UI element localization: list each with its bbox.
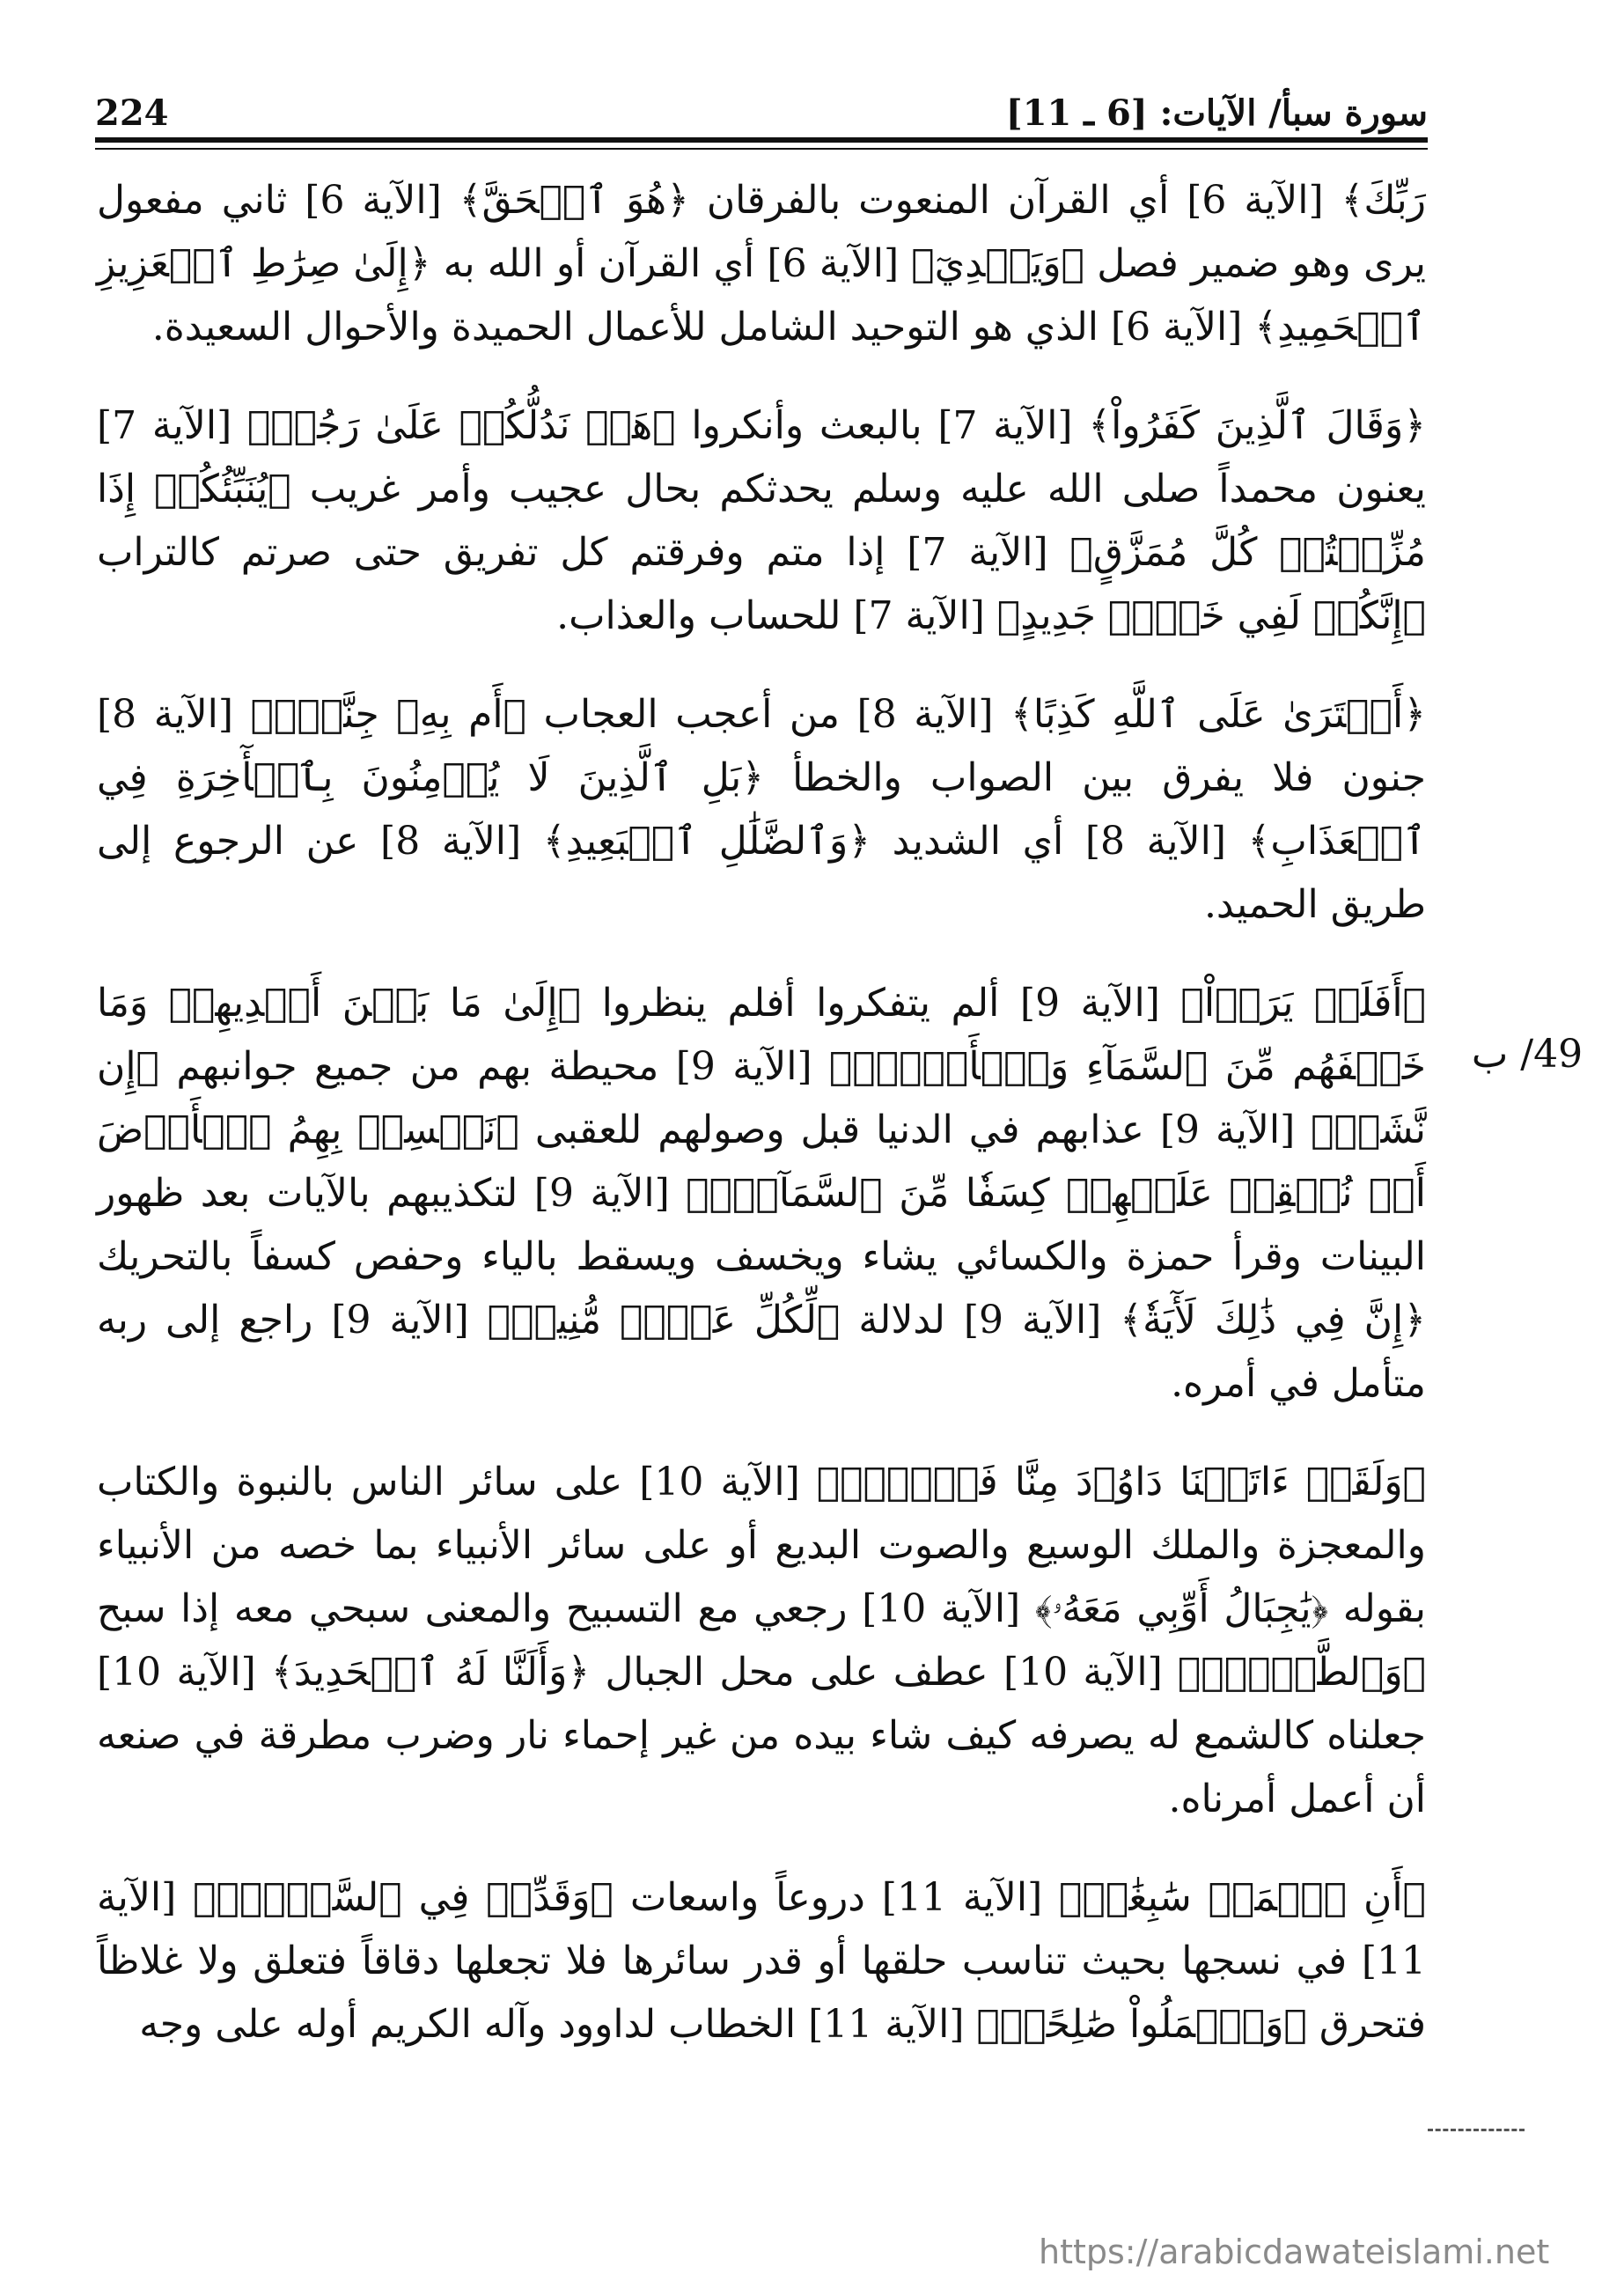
paragraph-verse-11: ﴿أَنِ ٱعۡمَلۡ سَٰبِغَٰتٖ﴾ [الآية 11] دروعاً واسعات ﴿وَقَدِّرۡ فِي ٱلسَّرۡدِۖ﴾ [الآية 11] في نسجها بحيث تناسب حلقها أو قدر سائرها فلا تجعلها دقاقاً فتعلق ولا غلاظاً فتحرق ﴿وَٱعۡمَلُواْ صَٰلِحًاۖ﴾ [الآية 11] الخطاب لداوود وآله الكريم أوله على وجه — [97, 1875, 1426, 2047]
paragraph-verse-7: ﴿وَقَالَ ٱلَّذِينَ كَفَرُواْ﴾ [الآية 7] بالبعث وأنكروا ﴿هَلۡ نَدُلُّكُمۡ عَلَىٰ رَجُلٖ﴾ [الآية 7] يعنون محمداً صلى الله عليه وسلم يحدثكم بحال عجيب وأمر غريب ﴿يُنَبِّئُكُمۡ إِذَا مُزِّقۡتُمۡ كُلَّ مُمَزَّقٍ﴾ [الآية 7] إذا متم وفرقتم كل تفريق حتى صرتم كالتراب ﴿إِنَّكُمۡ لَفِي خَلۡقٖ جَدِيدٍ﴾ [الآية 7] للحساب والعذاب. — [97, 403, 1426, 638]
paragraph-verse-6: رَبِّكَ﴾ [الآية 6] أي القرآن المنعوت بالفرقان ﴿هُوَ ٱلۡحَقَّ﴾ [الآية 6] ثاني مفعول يرى وهو ضمير فصل ﴿وَيَهۡدِيٓ﴾ [الآية 6] أي القرآن أو الله به ﴿إِلَىٰ صِرَٰطِ ٱلۡعَزِيزِ ٱلۡحَمِيدِ﴾ [الآية 6] الذي هو التوحيد الشامل للأعمال الحميدة والأحوال السعيدة. — [97, 178, 1427, 349]
header-rule-thin — [95, 148, 1428, 150]
paragraph-verse-8: ﴿أَفۡتَرَىٰ عَلَى ٱللَّهِ كَذِبًا﴾ [الآية 8] من أعجب العجاب ﴿أَم بِهِۦ جِنَّةُۢ﴾ [الآية 8] جنون فلا يفرق بين الصواب والخطأ ﴿بَلِ ٱلَّذِينَ لَا يُؤۡمِنُونَ بِٱلۡأٓخِرَةِ فِي ٱلۡعَذَابِ﴾ [الآية 8] أي الشديد ﴿وَٱلضَّلَٰلِ ٱلۡبَعِيدِ﴾ [الآية 8] عن الرجوع إلى طريق الحميد. — [97, 692, 1426, 927]
paragraph-verse-9: ﴿أَفَلَمۡ يَرَوۡاْ﴾ [الآية 9] ألم يتفكروا أفلم ينظروا ﴿إِلَىٰ مَا بَيۡنَ أَيۡدِيهِمۡ وَمَا خَلۡفَهُم مِّنَ ٱلسَّمَآءِ وَٱلۡأَرۡضِۚ﴾ [الآية 9] محيطة بهم من جميع جوانبهم ﴿إِن نَّشَأۡ﴾ [الآية 9] عذابهم في الدنيا قبل وصولهم للعقبى ﴿نَخۡسِفۡ بِهِمُ ٱلۡأَرۡضَ أَوۡ نُسۡقِطۡ عَلَيۡهِمۡ كِسَفٗا مِّنَ ٱلسَّمَآءِۚ﴾ [الآية 9] لتكذيبهم بالآيات بعد ظهور البينات وقرأ حمزة والكسائي يشاء ويخسف ويسقط بالياء وحفص كسفاً بالتحريك ﴿إِنَّ فِي ذَٰلِكَ لَأٓيَةٗ﴾ [الآية 9] لدلالة ﴿لِّكُلِّ عَبۡدٖ مُّنِيبٖ﴾ [الآية 9] راجع إلى ربه متأمل في أمره. — [97, 981, 1427, 1406]
margin-folio-note: 49/ ب — [1471, 1032, 1584, 1077]
header-rule-thick — [95, 137, 1428, 143]
surah-title: سورة سبأ/ الآيات: [6 ـ 11] — [1005, 92, 1428, 134]
page-body — [97, 169, 1426, 2092]
watermark-url: https://arabicdawateislami.net — [1039, 2233, 1550, 2271]
page-header — [95, 81, 1428, 134]
page-number: 224 — [95, 92, 169, 134]
paragraph-verse-10: ﴿وَلَقَدۡ ءَاتَيۡنَا دَاوُۥدَ مِنَّا فَضۡلٗاۖ﴾ [الآية 10] على سائر الناس بالنبوة والكتاب والمعجزة والملك الوسيع والصوت البديع أو على سائر الأنبياء بما خصه من الأنبياء بقوله ﴿يَٰجِبَالُ أَوِّبِي مَعَهُۥ﴾ [الآية 10] رجعي مع التسبيح والمعنى سبحي معه إذا سبح ﴿وَٱلطَّيۡرَۖ﴾ [الآية 10] عطف على محل الجبال ﴿وَأَلَنَّا لَهُ ٱلۡحَدِيدَ﴾ [الآية 10] جعلناه كالشمع له يصرفه كيف شاء بيده من غير إحماء نار وضرب مطرقة في صنعه أن أعمل أمرناه. — [97, 1460, 1427, 1821]
margin-dash-mark — [1428, 2129, 1525, 2131]
